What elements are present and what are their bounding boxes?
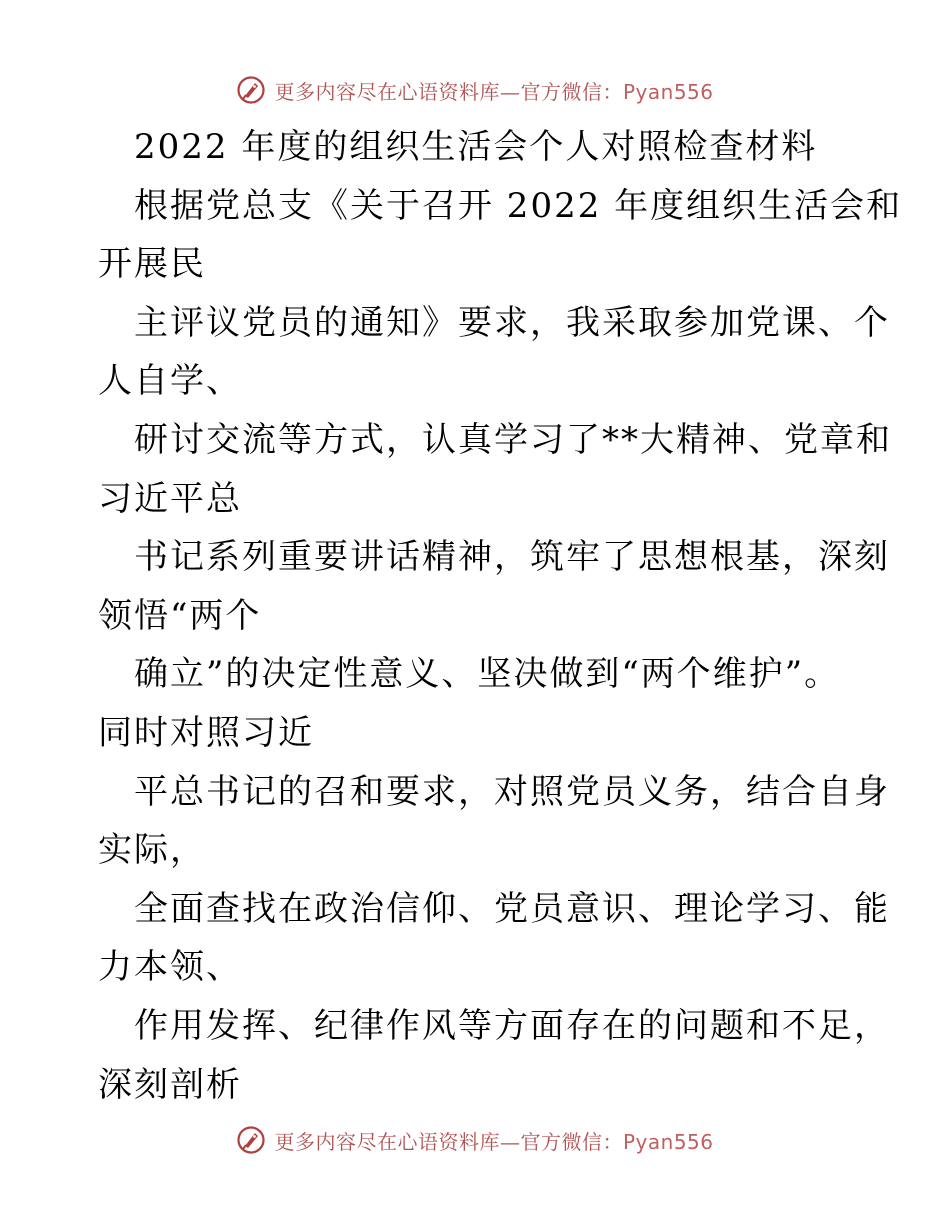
paragraph-line: 深刻剖析 bbox=[98, 1064, 242, 1105]
paragraph-line: 领悟“两个 bbox=[98, 595, 262, 636]
paragraph-line: 力本领、 bbox=[98, 947, 242, 988]
watermark-text: 更多内容尽在心语资料库—官方微信：Pyan556 bbox=[274, 79, 714, 104]
pen-nib-logo-icon bbox=[236, 75, 266, 105]
paragraph-line: 同时对照习近 bbox=[98, 712, 314, 753]
paragraph-line: 书记系列重要讲话精神，筑牢了思想根基，深刻 bbox=[134, 537, 890, 578]
paragraph-line: 人自学、 bbox=[98, 361, 242, 402]
paragraph-line: 主评议党员的通知》要求，我采取参加党课、个 bbox=[134, 302, 890, 343]
paragraph-line: 开展民 bbox=[98, 244, 206, 285]
paragraph-line: 研讨交流等方式，认真学习了**大精神、党章和 bbox=[134, 419, 892, 460]
document-body bbox=[98, 118, 903, 1114]
paragraph-line: 平总书记的召和要求，对照党员义务，结合自身 bbox=[134, 771, 890, 812]
paragraph-line: 根据党总支《关于召开 2022 年度组织生活会和 bbox=[134, 185, 903, 226]
watermark-text: 更多内容尽在心语资料库—官方微信：Pyan556 bbox=[274, 1129, 714, 1154]
wechat-id: Pyan556 bbox=[622, 1129, 714, 1154]
paragraph-line: 全面查找在政治信仰、党员意识、理论学习、能 bbox=[134, 888, 890, 929]
paragraph-line: 习近平总 bbox=[98, 478, 242, 519]
pen-nib-logo-icon bbox=[236, 1125, 266, 1155]
wechat-id: Pyan556 bbox=[622, 79, 714, 104]
paragraph-line: 实际， bbox=[98, 830, 206, 871]
document-title: 2022 年度的组织生活会个人对照检查材料 bbox=[134, 127, 818, 167]
paragraph-line: 作用发挥、纪律作风等方面存在的问题和不足， bbox=[134, 1005, 890, 1046]
paragraph-line: 确立”的决定性意义、坚决做到“两个维护”。 bbox=[134, 654, 841, 695]
watermark-banner-bottom bbox=[0, 1120, 950, 1160]
watermark-banner-top bbox=[0, 70, 950, 110]
